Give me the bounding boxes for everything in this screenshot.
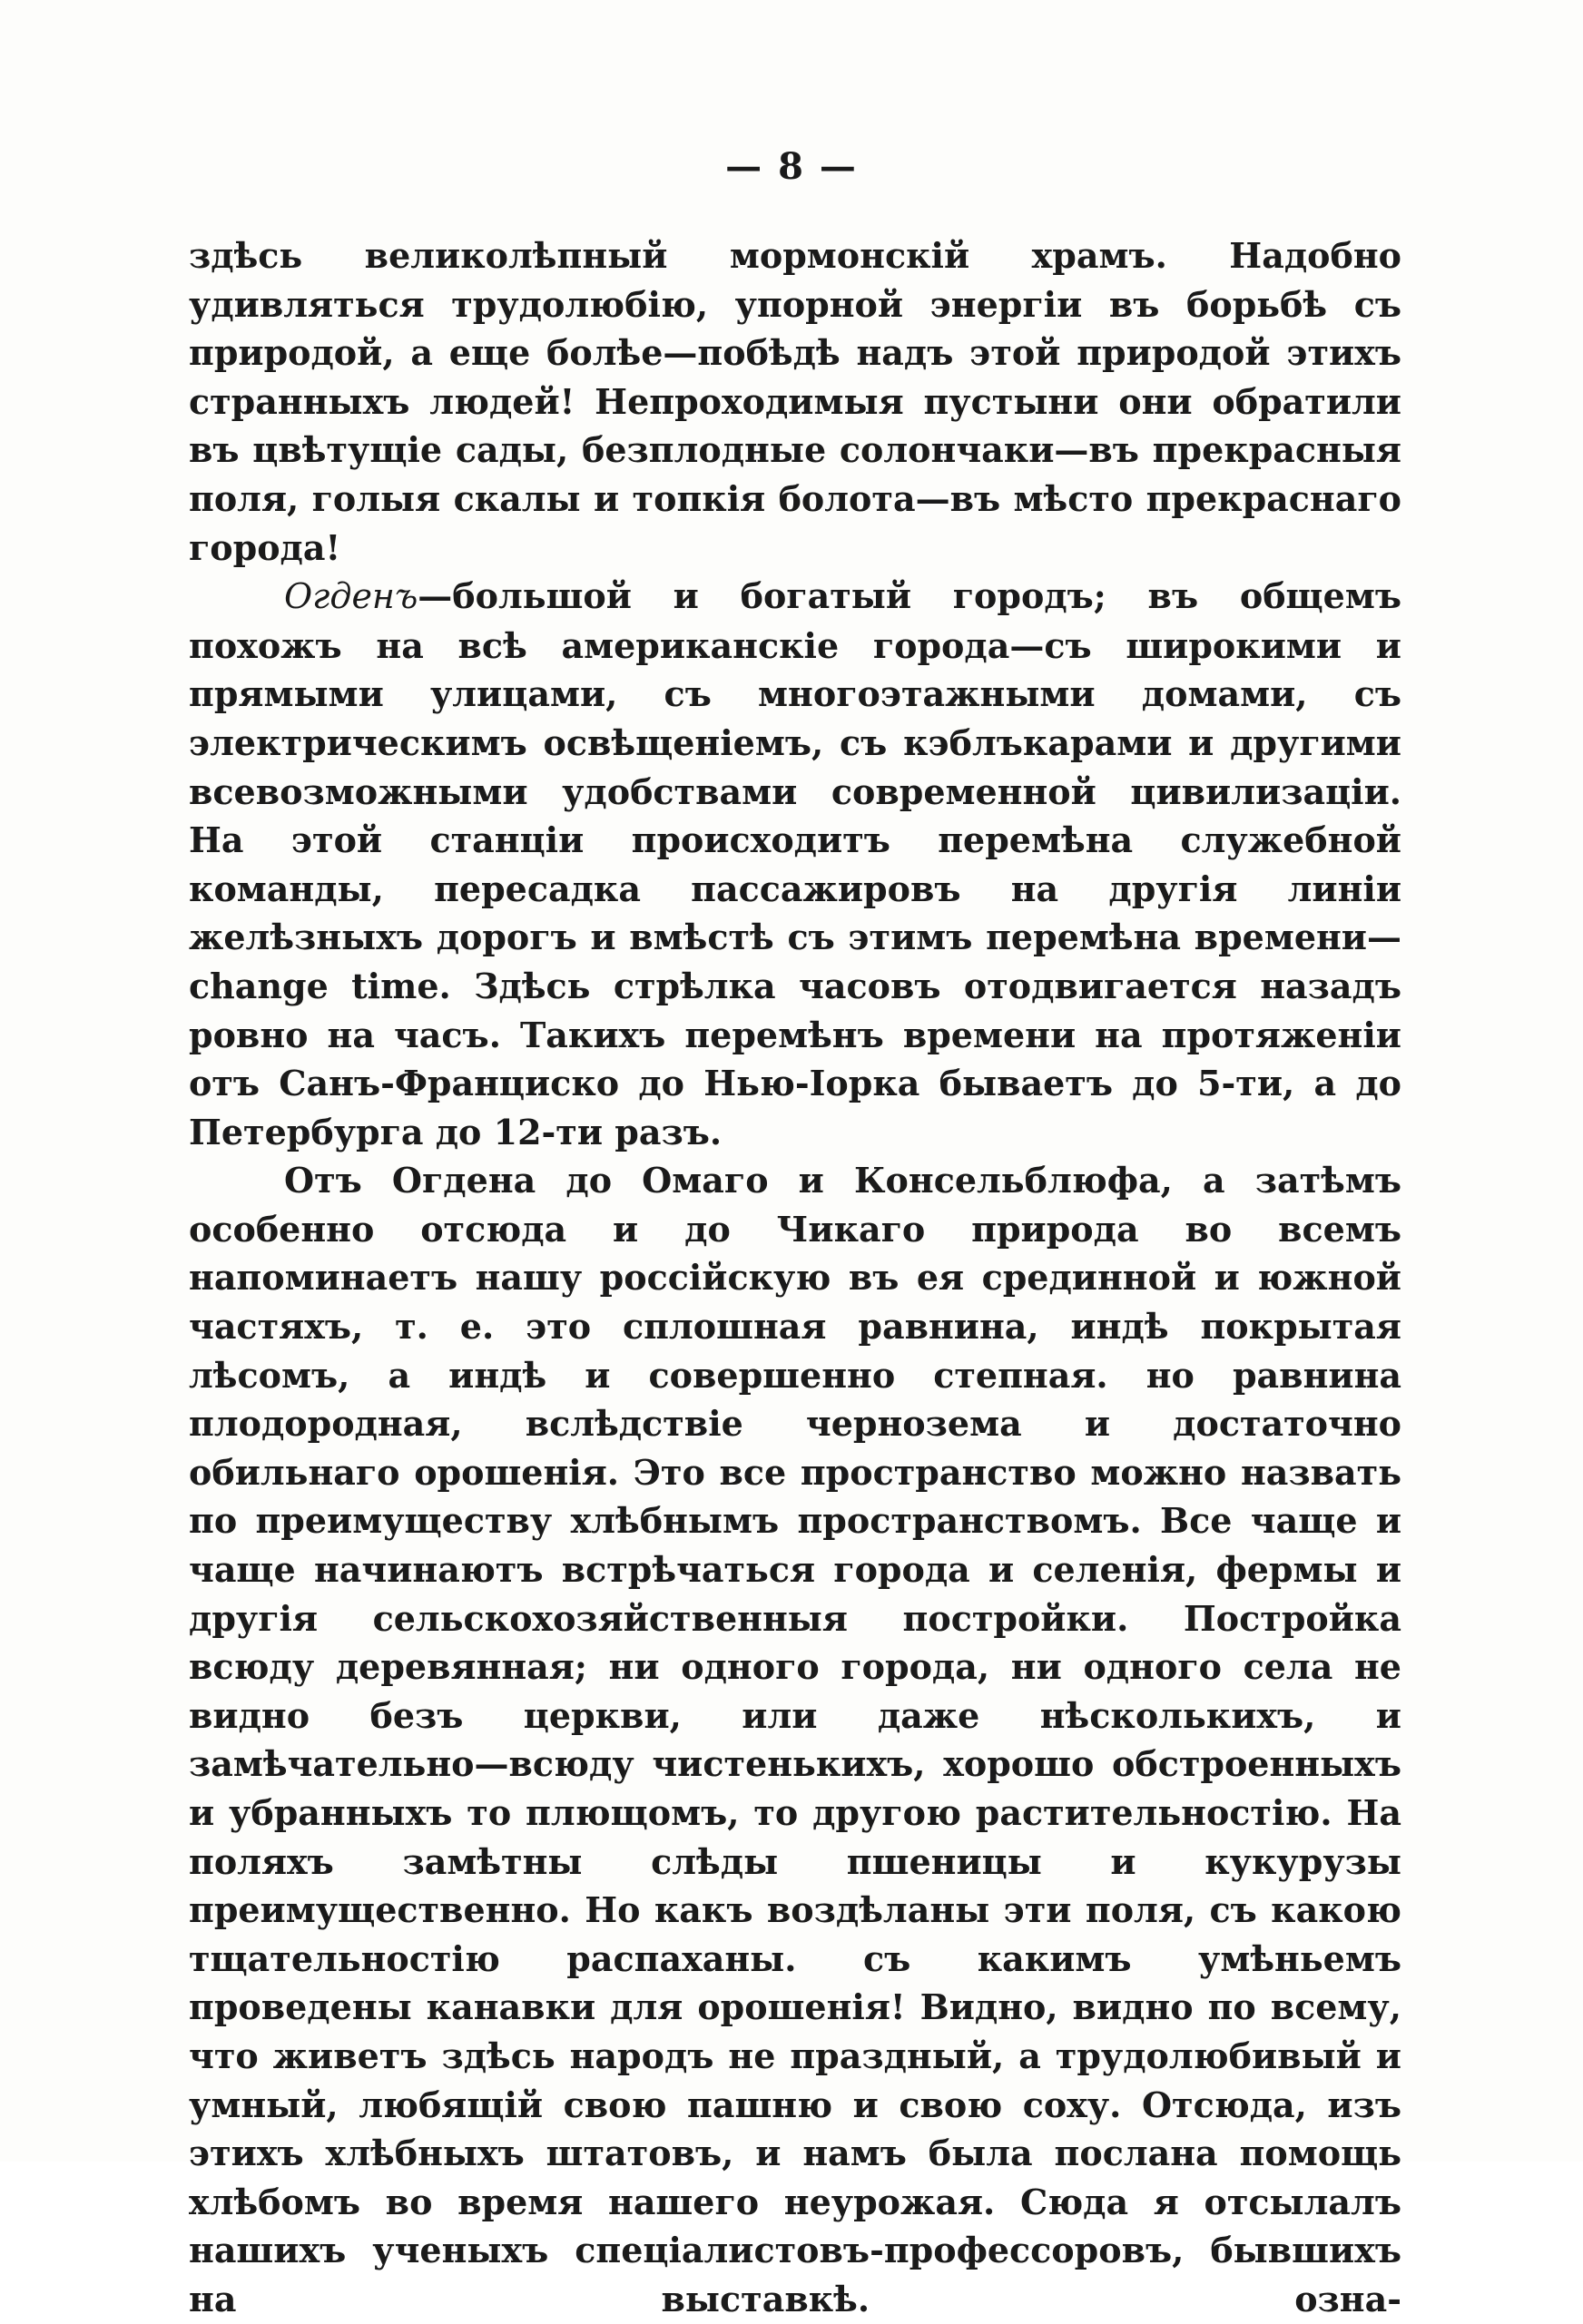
body-text [189, 231, 1401, 2324]
paragraph-2 [189, 572, 1401, 1156]
paragraph-2-lead-word: Огденъ [284, 576, 418, 617]
paragraph-1: здѣсь великолѣпный мормонскій храмъ. Надобно удивляться трудолюбію, упорной энергіи въ борьбѣ съ природой, а еще болѣе—побѣдѣ надъ этой природой этихъ странныхъ людей! Непроходимыя пустыни они обратили въ цвѣтущіе сады, безплодные солончаки—въ прекрасныя поля, голыя скалы и топкія болота—въ мѣсто прекраснаго города! [189, 235, 1401, 568]
paragraph-3: Отъ Огдена до Омаго и Консельблюфа, а затѣмъ особенно отсюда и до Чикаго природа во всемъ напоминаетъ нашу россійскую въ ея срединной и южной частяхъ, т. е. это сплошная равнина, индѣ покрытая лѣсомъ, а индѣ и совершенно степная. но равнина плодородная, вслѣдствіе чернозема и достаточно обильнаго орошенія. Это все пространство можно назвать по преимуществу хлѣбнымъ пространствомъ. Все чаще и чаще начинаютъ встрѣчаться города и селенія, фермы и другія сельскохозяйственныя постройки. Постройка всюду деревянная; ни одного города, ни одного села не видно безъ церкви, или даже нѣсколькихъ, и замѣчательно—всюду чистенькихъ, хорошо обстроенныхъ и убранныхъ то плющомъ, то другою растительностію. На поляхъ замѣтны слѣды пшеницы и кукурузы преимущественно. Но какъ воздѣланы эти поля, съ какою тщательностію распаханы. съ какимъ умѣньемъ проведены канавки для орошенія! Видно, видно по всему, что живетъ здѣсь народъ не праздный, а трудолюбивый и умный, любящій свою пашню и свою соху. Отсюда, изъ этихъ хлѣбныхъ штатовъ, и намъ была послана помощь хлѣбомъ во время нашего неурожая. Сюда я отсылалъ нашихъ ученыхъ спеціалистовъ-профессоровъ, бывшихъ на выставкѣ. озна- [189, 1160, 1401, 2319]
paragraph-2-text: —большой и богатый городъ; въ общемъ похожъ на всѣ американскіе города—съ широкими и прямыми улицами, съ многоэтажными домами, съ электрическимъ освѣщеніемъ, съ кэблъкарами и другими всевозможными удобствами современной цивилизаціи. На этой станціи происходитъ перемѣна служебной команды, пересадка пассажировъ на другія линіи желѣзныхъ дорогъ и вмѣстѣ съ этимъ перемѣна времени—change time. Здѣсь стрѣлка часовъ отодвигается назадъ ровно на часъ. Такихъ перемѣнъ времени на протяженіи отъ Санъ-Франциско до Нью-Іорка бываетъ до 5-ти, а до Петербурга до 12-ти разъ. [189, 575, 1401, 1152]
page-number: — 8 — [725, 145, 858, 188]
